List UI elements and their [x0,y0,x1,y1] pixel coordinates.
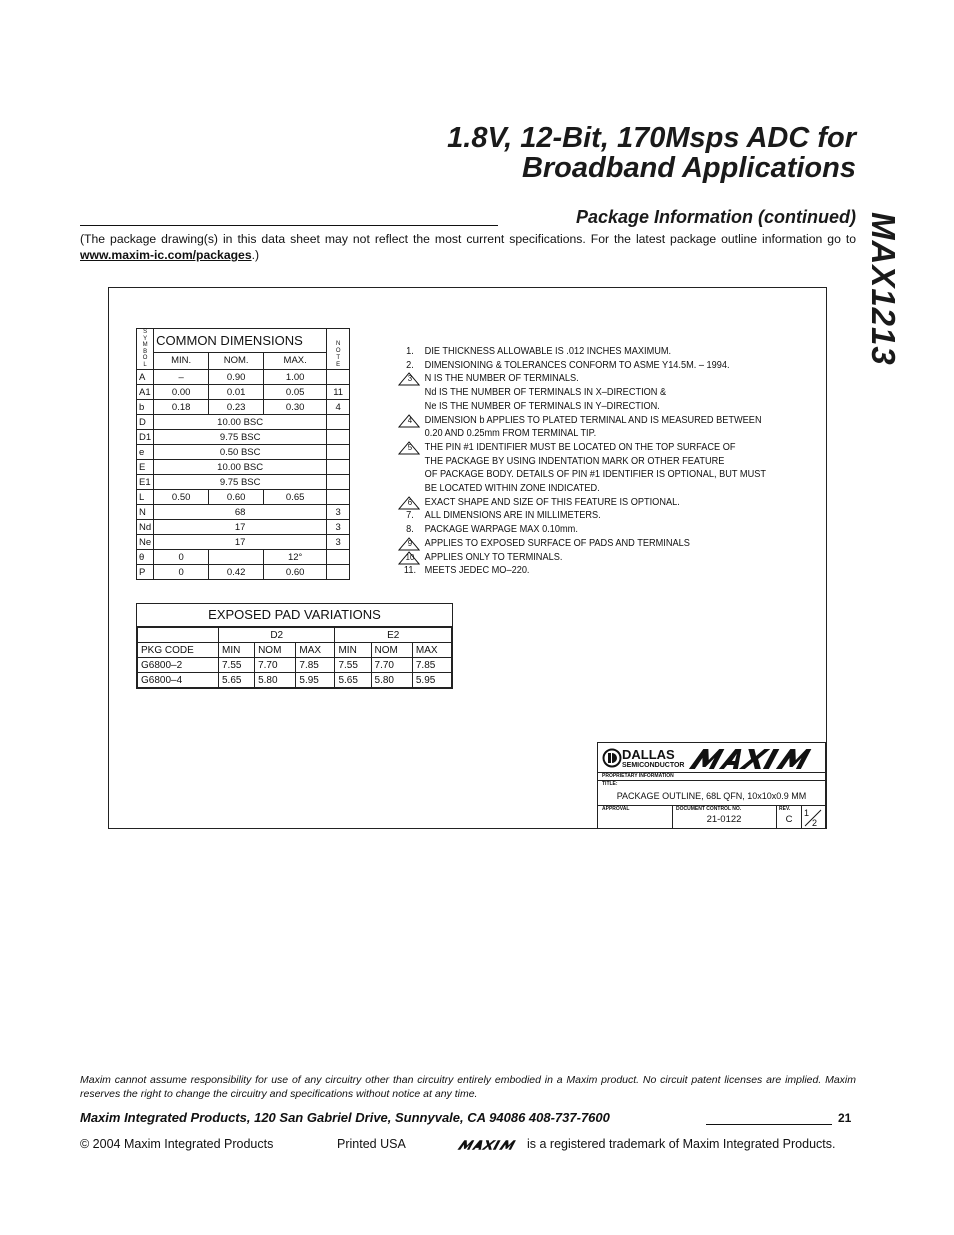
cell-note [327,370,350,385]
cell-note [327,460,350,475]
note-text: DIMENSIONING & TOLERANCES CONFORM TO ASME Y14.5M. – 1994. [424,359,730,371]
pad-value: 5.65 [219,673,255,688]
note-text: Ne IS THE NUMBER OF TERMINALS IN Y–DIRECTION. [424,400,660,412]
trademark-text: is a registered trademark of Maxim Integrated Products. [527,1137,836,1151]
note-text: N IS THE NUMBER OF TERMINALS. [424,373,579,385]
cell-sym: D1 [137,430,154,445]
notice-paragraph: (The package drawing(s) in this data sheet may not reflect the most current specifications. For the latest package outline information go to www.maxim-ic.com/packages.) [80,232,856,262]
cell-note [327,565,350,580]
sub-header: MIN [335,643,371,658]
note-number: 7. [406,510,414,522]
exposed-pad-table [136,603,453,689]
doc-control-value: 21-0122 [706,814,742,825]
table-row [137,460,350,475]
cell-note [327,430,350,445]
note-text: APPLIES ONLY TO TERMINALS. [424,551,563,563]
cell-sym: e [137,445,154,460]
footer-maxim-logo-icon [457,1138,521,1157]
note-item [398,496,766,510]
cell-max: 12° [264,550,327,565]
table-row [138,658,452,673]
sub-header: MAX [296,643,335,658]
table-row [137,550,350,565]
copyright: © 2004 Maxim Integrated Products [80,1137,274,1151]
cell-sym: L [137,490,154,505]
cell-sym: P [137,565,154,580]
pkg-code: G6800–4 [138,673,219,688]
note-item [398,482,766,496]
printed-usa: Printed USA [337,1137,406,1151]
dallas-logo-icon [602,748,622,768]
cell-nom: 0.90 [209,370,264,385]
note-triangle-flag: 9 [398,537,422,551]
cell-max: 0.30 [264,400,327,415]
col-header-nom: NOM. [209,352,264,369]
cell-min: 0.50 [154,490,209,505]
note-text: THE PACKAGE BY USING INDENTATION MARK OR OTHER FEATURE [424,455,725,467]
cell-note [327,490,350,505]
cell-max: 0.05 [264,385,327,400]
table-row [137,535,350,550]
packages-link[interactable]: www.maxim-ic.com/packages [80,248,252,262]
note-header: N O T E [327,329,350,370]
cell-span: 10.00 BSC [154,415,327,430]
sub-header: NOM [255,643,296,658]
table-row [137,505,350,520]
note-triangle-flag: 3 [398,372,422,386]
cell-note: 3 [327,535,350,550]
table-row [137,565,350,580]
cell-min: – [154,370,209,385]
cell-note [327,550,350,565]
cell-sym: A [137,370,154,385]
note-text: DIMENSION b APPLIES TO PLATED TERMINAL AND IS MEASURED BETWEEN [424,414,762,426]
note-item [398,564,766,578]
cell-max: 0.60 [264,565,327,580]
cell-sym: N [137,505,154,520]
exposed-pad-title: EXPOSED PAD VARIATIONS [137,604,452,627]
title-label: TITLE: [602,781,618,787]
table-row [137,400,350,415]
cell-min: 0.18 [154,400,209,415]
cell-note [327,445,350,460]
table-row [137,430,350,445]
note-text: 0.20 AND 0.25mm FROM TERMINAL TIP. [424,428,597,440]
table-row [137,415,350,430]
cell-min: 0 [154,550,209,565]
cell-note: 3 [327,505,350,520]
title-value: PACKAGE OUTLINE, 68L QFN, 10x10x0.9 MM [616,791,807,801]
pkg-code-blank [138,628,219,643]
pkg-code: G6800–2 [138,658,219,673]
pad-value: 7.55 [219,658,255,673]
cell-span: 17 [154,520,327,535]
note-text: DIE THICKNESS ALLOWABLE IS .012 INCHES MAXIMUM. [424,346,672,357]
pad-value: 7.85 [412,658,451,673]
note-item [398,468,766,482]
approval-label: APPROVAL [602,806,630,812]
cell-sym: E [137,460,154,475]
note-text: MEETS JEDEC MO–220. [424,565,530,577]
sub-header: MAX [412,643,451,658]
table-row [137,385,350,400]
proprietary-label: PROPRIETARY INFORMATION [602,773,674,779]
sub-header: NOM [371,643,412,658]
rev-label: REV. [779,806,791,812]
note-text: APPLIES TO EXPOSED SURFACE OF PADS AND TERMINALS [424,537,690,549]
pkg-code-label: PKG CODE [138,643,219,658]
doc-control-label: DOCUMENT CONTROL NO. [676,806,742,812]
pad-value: 7.85 [296,658,335,673]
cell-note: 4 [327,400,350,415]
pad-value: 5.95 [412,673,451,688]
note-item [398,359,766,373]
common-dimensions-title: COMMON DIMENSIONS [154,329,327,353]
rev-value: C [785,814,793,825]
note-item [398,551,766,565]
table-row [137,445,350,460]
note-triangle-flag: 4 [398,414,422,428]
cell-nom: 0.60 [209,490,264,505]
note-number: 2. [406,359,414,371]
note-text: ALL DIMENSIONS ARE IN MILLIMETERS. [424,510,601,522]
col-header-max: MAX. [264,352,327,369]
semiconductor-label: SEMICONDUCTOR [622,762,685,769]
pad-value: 7.70 [371,658,412,673]
cell-span: 9.75 BSC [154,430,327,445]
section-rule [80,225,498,226]
cell-note: 3 [327,520,350,535]
cell-note [327,415,350,430]
table-row [138,673,452,688]
note-number: 11. [403,565,417,577]
cell-sym: Ne [137,535,154,550]
cell-max: 1.00 [264,370,327,385]
note-triangle-flag: 10 [398,551,422,565]
note-text: BE LOCATED WITHIN ZONE INDICATED. [424,483,600,495]
note-item [398,523,766,537]
cell-note: 11 [327,385,350,400]
note-item [398,427,766,441]
cell-sym: A1 [137,385,154,400]
sheet-number: 1 [804,808,810,818]
footer-rule [706,1124,832,1125]
note-item [398,345,766,359]
col-header-min: MIN. [154,352,209,369]
cell-span: 68 [154,505,327,520]
footer-address: Maxim Integrated Products, 120 San Gabriel Drive, Sunnyvale, CA 94086 408-737-7600 [80,1110,610,1125]
note-item [398,372,766,386]
cell-span: 10.00 BSC [154,460,327,475]
note-number: 8. [406,524,414,536]
note-text: Nd IS THE NUMBER OF TERMINALS IN X–DIRECTION & [424,387,667,399]
pad-value: 5.80 [371,673,412,688]
note-item [398,386,766,400]
note-triangle-flag: 5 [398,441,422,455]
cell-min: 0.00 [154,385,209,400]
table-row [137,370,350,385]
note-item [398,537,766,551]
cell-span: 17 [154,535,327,550]
note-item [398,441,766,455]
note-number: 1. [406,346,414,357]
pad-value: 5.80 [255,673,296,688]
cell-nom: 0.42 [209,565,264,580]
cell-sym: θ [137,550,154,565]
cell-sym: Nd [137,520,154,535]
group-e2: E2 [335,628,452,643]
disclaimer: Maxim cannot assume responsibility for use of any circuitry other than circuitry entirely embodied in a Maxim product. No circuit patent licenses are implied. Maxim reserves the right to change the circuitry and specifications without notice at any time. [80,1074,856,1100]
pad-value: 5.95 [296,673,335,688]
doc-title-line1: 1.8V, 12-Bit, 170Msps ADC for [447,122,856,154]
cell-sym: b [137,400,154,415]
table-row [137,490,350,505]
note-text: THE PIN #1 IDENTIFIER MUST BE LOCATED ON THE TOP SURFACE OF [424,441,736,453]
sheet-slash-icon [803,807,823,827]
pad-value: 7.55 [335,658,371,673]
note-text: EXACT SHAPE AND SIZE OF THIS FEATURE IS OPTIONAL. [424,496,680,508]
dallas-wordmark: DALLAS [622,747,675,762]
cell-note [327,475,350,490]
title-block [597,742,826,829]
sub-header: MIN [219,643,255,658]
cell-min: 0 [154,565,209,580]
note-item [398,414,766,428]
cell-sym: D [137,415,154,430]
note-triangle-flag: 6 [398,496,422,510]
common-dimensions-table [136,328,350,580]
note-item [398,400,766,414]
group-d2: D2 [219,628,335,643]
cell-max: 0.65 [264,490,327,505]
cell-nom [209,550,264,565]
pad-value: 7.70 [255,658,296,673]
pad-value: 5.65 [335,673,371,688]
note-item [398,509,766,523]
sheet-total: 2 [812,818,818,828]
maxim-logo-icon [688,747,822,773]
cell-nom: 0.01 [209,385,264,400]
cell-span: 9.75 BSC [154,475,327,490]
table-row [137,520,350,535]
side-part-number: MAX1213 [865,212,902,366]
symbol-header: S Y M B O L [137,329,154,370]
cell-nom: 0.23 [209,400,264,415]
cell-sym: E1 [137,475,154,490]
table-row [137,475,350,490]
cell-span: 0.50 BSC [154,445,327,460]
note-text: OF PACKAGE BODY. DETAILS OF PIN #1 IDENTIFIER IS OPTIONAL, BUT MUST [424,469,767,481]
note-text: PACKAGE WARPAGE MAX 0.10mm. [424,524,578,536]
package-notes [398,345,766,578]
section-title: Package Information (continued) [575,207,856,227]
note-item [398,455,766,469]
page-number: 21 [838,1111,852,1125]
doc-title-line2: Broadband Applications [521,152,856,184]
